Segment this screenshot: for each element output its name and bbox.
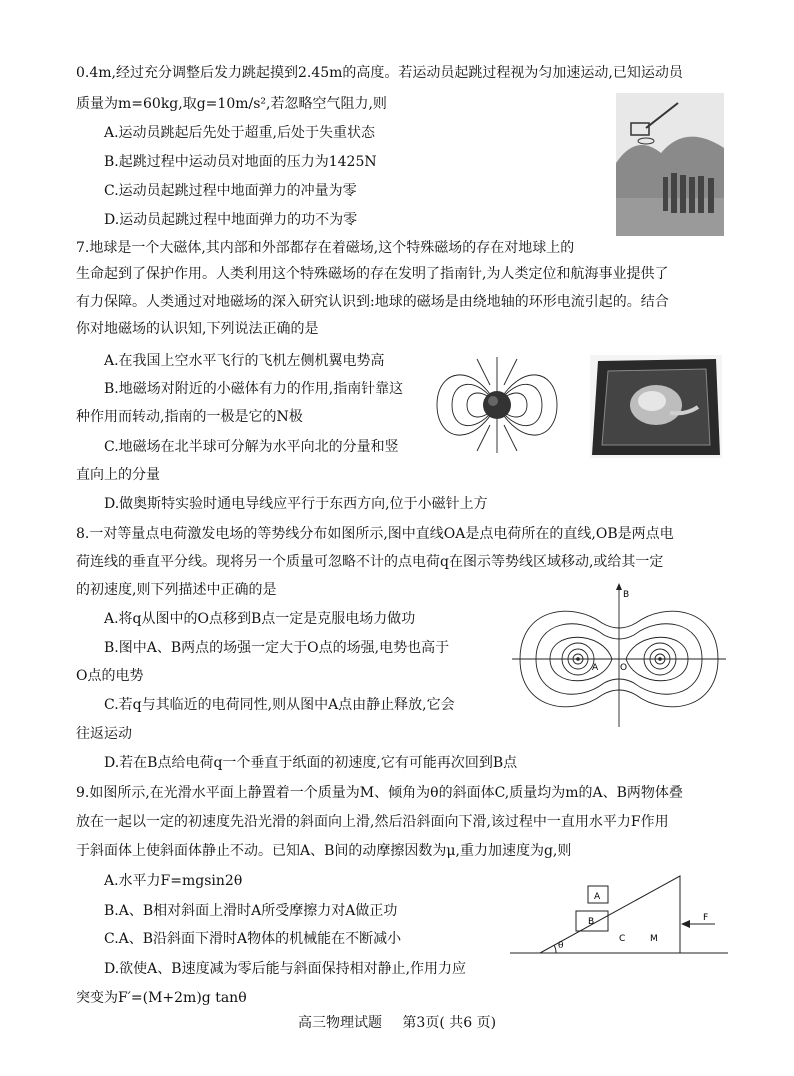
- q9-option-b: B.A、B相对斜面上滑时A所受摩擦力对A做正功: [104, 903, 398, 919]
- q8-option-a: A.将q从图中的O点移到B点一定是克服电场力做功: [104, 611, 416, 627]
- label-a: A: [592, 663, 599, 673]
- q9-line-3: 于斜面体上使斜面体静止不动。已知A、B间的动摩擦因数为μ,重力加速度为g,则: [76, 843, 572, 859]
- label-c: C: [619, 934, 626, 944]
- q8-option-c-cont: 往返运动: [76, 726, 132, 742]
- q6-line-2: 质量为m=60kg,取g=10m/s²,若忽略空气阻力,则: [76, 96, 387, 112]
- q6-option-a: A.运动员跳起后先处于超重,后处于失重状态: [104, 125, 376, 141]
- q7-option-c: C.地磁场在北半球可分解为水平向北的分量和竖: [104, 439, 399, 455]
- q8-option-b-cont: O点的电势: [76, 668, 144, 684]
- q9-option-d: D.欲使A、B速度减为零后能与斜面保持相对静止,作用力应: [104, 961, 467, 977]
- basketball-photo: [616, 93, 724, 236]
- q6-option-c: C.运动员起跳过程中地面弹力的冲量为零: [104, 183, 357, 199]
- q7-line-2: 生命起到了保护作用。人类利用这个特殊磁场的存在发明了指南针,为人类定位和航海事业提供了: [76, 266, 669, 282]
- q8-line-2: 荷连线的垂直平分线。现将另一个质量可忽略不计的点电荷q在图示等势线区域移动,或给其一定: [76, 554, 664, 570]
- q9-line-1: 9.如图所示,在光滑水平面上静置着一个质量为M、倾角为θ的斜面体C,质量均为m的A、B两物体叠: [76, 785, 683, 801]
- label-a: A: [594, 892, 601, 902]
- q9-line-2: 放在一起以一定的初速度先沿光滑的斜面向上滑,然后沿斜面向下滑,该过程中一直用水平力F作用: [76, 814, 669, 830]
- q6-option-d: D.运动员起跳过程中地面弹力的功不为零: [104, 212, 358, 228]
- incline-figure: [510, 874, 728, 956]
- q9-option-a: A.水平力F=mgsin2θ: [104, 873, 243, 889]
- q7-option-a: A.在我国上空水平飞行的飞机左侧机翼电势高: [104, 353, 385, 369]
- label-b: B: [588, 917, 595, 927]
- q9-option-d-cont: 突变为F′=(M+2m)g tanθ: [76, 990, 247, 1006]
- compass-photo: [590, 355, 722, 458]
- q7-line-4: 你对地磁场的认识知,下列说法正确的是: [76, 321, 319, 337]
- earth-magnetic-field-figure: [432, 355, 562, 455]
- equipotential-lines-figure: [512, 583, 726, 727]
- q8-line-1: 8.一对等量点电荷激发电场的等势线分布如图所示,图中直线OA是点电荷所在的直线,OB是两点电: [76, 526, 674, 542]
- footer-subject: 高三物理试题: [297, 1015, 382, 1031]
- label-m: M: [650, 934, 658, 944]
- q7-line-3: 有力保障。人类通过对地磁场的深入研究认识到:地球的磁场是由绕地轴的环形电流引起的。结合: [76, 294, 669, 310]
- q8-option-b: B.图中A、B两点的场强一定大于O点的场强,电势也高于: [104, 640, 450, 656]
- q7-line-1: 7.地球是一个大磁体,其内部和外部都存在着磁场,这个特殊磁场的存在对地球上的: [76, 240, 575, 256]
- label-o: O: [620, 663, 628, 673]
- q7-option-b: B.地磁场对附近的小磁体有力的作用,指南针靠这: [104, 381, 404, 397]
- q8-option-d: D.若在B点给电荷q一个垂直于纸面的初速度,它有可能再次回到B点: [104, 755, 518, 771]
- label-f: F: [703, 913, 709, 923]
- q7-option-d: D.做奥斯特实验时通电导线应平行于东西方向,位于小磁针上方: [104, 496, 488, 512]
- page-footer: [0, 1012, 794, 1032]
- q7-option-b-cont: 种作用而转动,指南的一极是它的N极: [76, 409, 303, 425]
- label-b: B: [623, 590, 630, 600]
- q9-option-c: C.A、B沿斜面下滑时A物体的机械能在不断减小: [104, 931, 402, 947]
- label-theta: θ: [558, 941, 564, 951]
- q8-option-c: C.若q与其临近的电荷同性,则从图中A点由静止释放,它会: [104, 697, 455, 713]
- footer-page-number: 第3页( 共6 页): [402, 1015, 497, 1031]
- q6-option-b: B.起跳过程中运动员对地面的压力为1425N: [104, 154, 377, 170]
- q6-line-1: 0.4m,经过充分调整后发力跳起摸到2.45m的高度。若运动员起跳过程视为匀加速运动,已知运动员: [76, 65, 683, 81]
- q8-line-3: 的初速度,则下列描述中正确的是: [76, 582, 277, 598]
- q7-option-c-cont: 直向上的分量: [76, 467, 160, 483]
